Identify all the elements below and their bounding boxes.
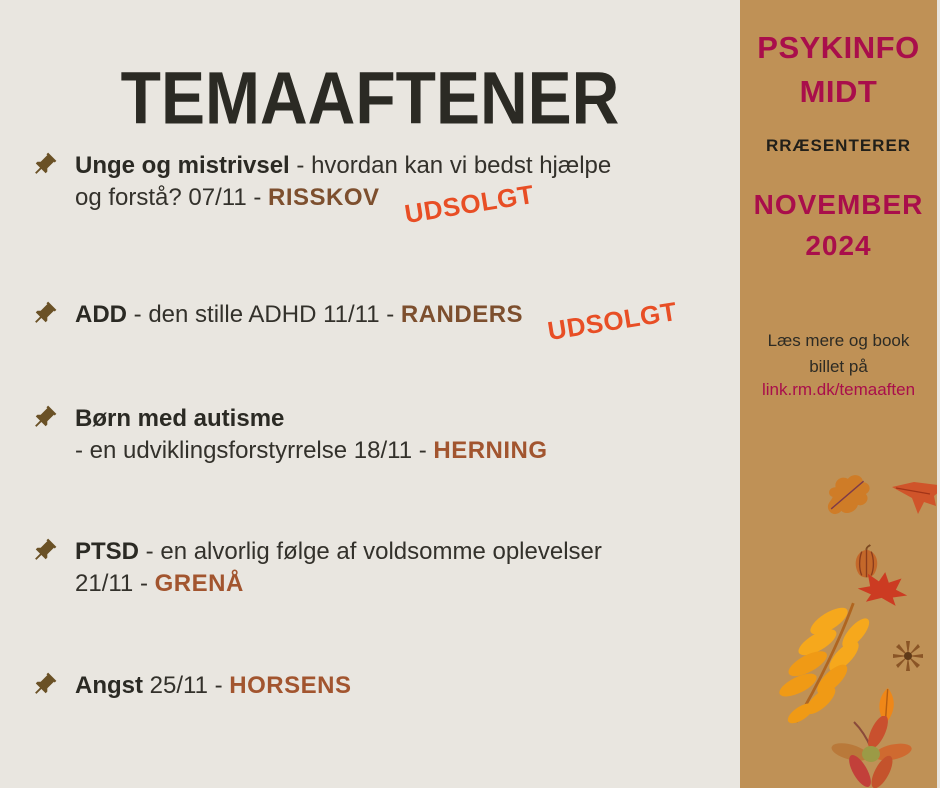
month-line-1: NOVEMBER (753, 189, 924, 220)
pushpin-icon (30, 300, 58, 328)
event-text (75, 403, 548, 467)
oak-leaf-icon (817, 466, 878, 521)
event-item-ptsd (30, 536, 602, 600)
event-location: GRENÅ (154, 570, 244, 597)
brand-title (740, 26, 937, 114)
event-item-born-med-autisme (30, 403, 548, 467)
red-corner-leaf-icon (890, 480, 940, 516)
soldout-badge: UDSOLGT (402, 178, 536, 230)
event-text (75, 536, 602, 600)
creeper-leaf-icon (830, 716, 912, 788)
event-text (75, 295, 680, 347)
event-text (75, 670, 351, 702)
event-item-unge-og-mistrivsel (30, 150, 612, 230)
event-location: HERNING (433, 437, 548, 464)
star-anise-icon (892, 640, 924, 672)
rowan-leaf-icon (765, 593, 872, 732)
sidebar (740, 0, 940, 788)
event-title: PTSD (75, 538, 140, 565)
cta-line-2: billet på (809, 357, 868, 376)
event-description: - den stille ADHD 11/11 - (127, 301, 401, 328)
event-item-angst (30, 670, 351, 702)
month-line-2: 2024 (805, 230, 872, 261)
pushpin-icon (30, 537, 58, 565)
event-location: HORSENS (229, 672, 352, 699)
brand-line-1: PSYKINFO (757, 30, 920, 65)
event-description: - en alvorlig følge af voldsomme oplevelser (139, 538, 602, 565)
pushpin-icon (30, 671, 58, 699)
event-date-line: - en udviklingsforstyrrelse 18/11 - (75, 437, 434, 464)
brand-line-2: MIDT (799, 74, 878, 109)
booking-link[interactable]: link.rm.dk/temaaften (761, 380, 916, 399)
event-item-add (30, 295, 680, 347)
pushpin-icon (30, 151, 58, 179)
soldout-badge: UDSOLGT (545, 295, 680, 347)
event-location: RANDERS (400, 301, 524, 328)
event-title: Børn med autisme (75, 405, 285, 432)
event-title: ADD (75, 301, 127, 328)
cta-text (740, 328, 937, 380)
event-location: RISSKOV (268, 184, 380, 211)
event-date-line: og forstå? 07/11 - (75, 184, 269, 211)
event-title: Unge og mistrivsel (75, 152, 290, 179)
cta-line-1: Læs mere og book (767, 331, 910, 350)
event-date-line: 25/11 - (143, 672, 230, 699)
presents-label: RRÆSENTERER (765, 136, 912, 155)
event-date-line: 21/11 - (75, 570, 155, 597)
event-text (75, 150, 612, 230)
page-title: TEMAAFTENER (120, 56, 620, 140)
event-title: Angst (75, 672, 143, 699)
event-description: - hvordan kan vi bedst hjælpe (289, 152, 612, 179)
pushpin-icon (30, 404, 58, 432)
month-title (740, 184, 937, 266)
